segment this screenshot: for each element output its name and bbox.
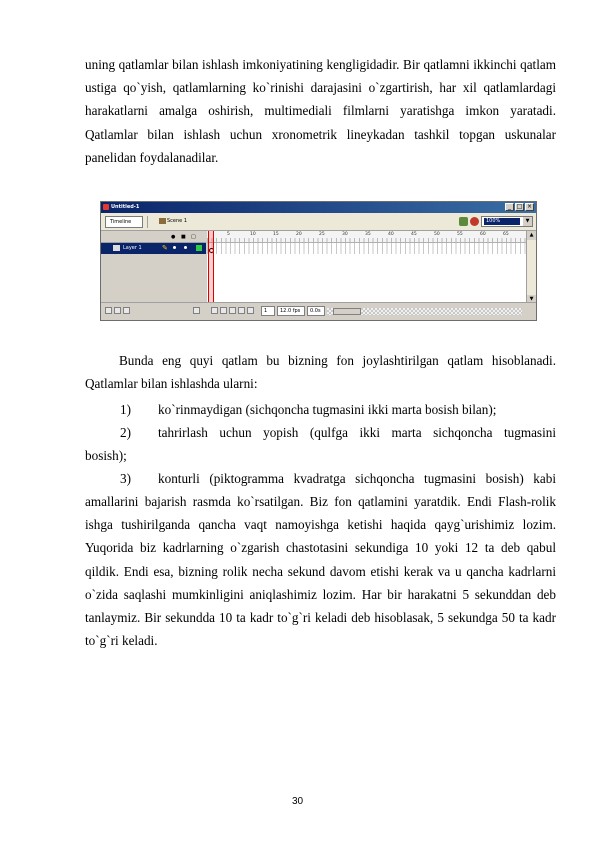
ruler-tick: 65 — [503, 232, 509, 237]
zoom-value: 100% — [484, 218, 520, 225]
list-text: konturli (piktogramma kvadratga sichqoncha tugmasini bosish) kabi — [158, 471, 556, 486]
pencil-icon: ✎ — [162, 244, 168, 252]
frames-panel[interactable] — [207, 231, 527, 304]
edit-scene-icon[interactable] — [459, 217, 468, 226]
outline-color-square[interactable] — [196, 245, 202, 251]
insert-folder-icon[interactable] — [123, 307, 130, 314]
onion-markers-icon[interactable] — [247, 307, 254, 314]
ruler-tick: 35 — [365, 232, 371, 237]
scene-icon — [159, 218, 166, 224]
visibility-dot[interactable] — [173, 246, 176, 249]
delete-layer-icon[interactable] — [193, 307, 200, 314]
layer-name: Layer 1 — [123, 245, 142, 251]
timeline-toolbar — [101, 213, 536, 231]
paragraph-layers: Bunda eng quyi qatlam bu bizning fon joylashtirilgan qatlam hisoblanadi. Qatlamlar bilan ishlashda ularni: — [85, 353, 556, 392]
layers-header — [101, 231, 206, 243]
lock-icon[interactable]: ■ — [181, 234, 186, 240]
timeline-tab[interactable]: Timeline — [105, 216, 143, 228]
elapsed-time-field: 0.0s — [307, 306, 325, 316]
ruler-tick: 10 — [250, 232, 256, 237]
current-frame-field: 1 — [261, 306, 275, 316]
ruler-tick: 50 — [434, 232, 440, 237]
ruler-tick: 30 — [342, 232, 348, 237]
frame-rate-field: 12.0 fps — [277, 306, 305, 316]
paragraph-intro: uning qatlamlar bilan ishlash imkoniyatining kengligidadir. Bir qatlamni ikkinchi qatlam ustiga qo`yish, qatlamlarning ko`rinishi darajasini o`zgartirish, har xil qatlamlardagi harakatlarni amalga oshirish, multimediali filmlarni yaratishga imkon yaratadi. Qatlamlar bilan ishlash uchun xronometrik lineykadan tashkil topgan uskunalar panelidan foydalanadilar. — [85, 57, 556, 165]
vertical-scrollbar[interactable] — [526, 231, 536, 304]
window-titlebar — [101, 202, 536, 213]
ruler-tick: 55 — [457, 232, 463, 237]
list-item — [120, 421, 556, 444]
outline-icon[interactable]: □ — [191, 234, 196, 240]
edit-multiple-frames-icon[interactable] — [238, 307, 245, 314]
frame-ruler[interactable] — [207, 231, 527, 243]
add-guide-icon[interactable] — [114, 307, 121, 314]
ruler-tick: 45 — [411, 232, 417, 237]
center-frame-icon[interactable] — [211, 307, 218, 314]
list-text: ko`rinmaydigan (sichqoncha tugmasini ikki marta bosish bilan); — [158, 402, 497, 417]
timeline-screenshot — [100, 201, 537, 321]
playhead[interactable] — [208, 231, 214, 304]
layers-empty-area — [101, 254, 206, 304]
page-number: 30 — [291, 796, 304, 807]
maximize-button[interactable]: □ — [516, 203, 523, 210]
window-title: Untitled-1 — [111, 204, 140, 210]
ruler-tick: 25 — [319, 232, 325, 237]
ruler-tick: 40 — [388, 232, 394, 237]
list-text: tahrirlash uchun yopish (qulfga ikki marta sichqoncha tugmasini — [158, 425, 556, 440]
toolbar-divider — [147, 216, 148, 228]
flash-app-icon — [103, 204, 109, 210]
list-number: 3) — [120, 471, 131, 486]
zoom-select[interactable] — [481, 216, 533, 227]
timeline-status-bar — [101, 302, 536, 320]
list-item — [120, 467, 556, 490]
eye-icon[interactable]: ● — [171, 234, 176, 240]
add-layer-icon[interactable] — [105, 307, 112, 314]
list-number: 2) — [120, 425, 131, 440]
layer-frames[interactable] — [207, 243, 527, 254]
window-controls — [505, 203, 534, 211]
list-item — [120, 398, 496, 421]
lock-dot[interactable] — [184, 246, 187, 249]
chevron-down-icon[interactable]: ▼ — [523, 217, 532, 226]
ruler-tick: 20 — [296, 232, 302, 237]
scrollbar-thumb[interactable] — [333, 308, 361, 315]
onion-skin-icon[interactable] — [220, 307, 227, 314]
list-item-continuation: bosish); — [85, 448, 127, 463]
onion-outline-icon[interactable] — [229, 307, 236, 314]
ruler-tick: 15 — [273, 232, 279, 237]
layer-row[interactable] — [101, 243, 206, 254]
scroll-down-icon[interactable]: ▼ — [527, 295, 536, 304]
minimize-button[interactable]: _ — [505, 203, 514, 211]
list-number: 1) — [120, 402, 131, 417]
paragraph-frames: amallarini bajarish rasmda ko`rsatilgan. Biz fon qatlamini yaratdik. Endi Flash-rolik ishga tushirilganda qancha vaqt namoyishga ketishi haqida qayg`urishimiz lozim. Yuqorida biz kadrlarning o`zgarish chastotasini sekundiga 10 yoki 12 ta deb qabul qildik. Endi esa, bizning rolik necha sekund davom etishi kerak va u qancha kadrlarni o`zida saqlashi mumkinligini aniqlashimiz lozim. Har bir harakatni 5 sekunddan deb tanlaymiz. Bir sekundda 10 ta kadr to`g`ri keladi deb hisoblasak, 5 sekundga 50 ta kadr to`g`ri keladi. — [85, 494, 556, 649]
scroll-up-icon[interactable]: ▲ — [527, 231, 536, 240]
layer-icon — [113, 245, 120, 251]
ruler-tick: 60 — [480, 232, 486, 237]
edit-symbol-icon[interactable] — [470, 217, 479, 226]
close-button[interactable]: × — [526, 203, 533, 210]
scene-label[interactable]: Scene 1 — [167, 218, 188, 224]
ruler-tick: 5 — [227, 232, 230, 237]
